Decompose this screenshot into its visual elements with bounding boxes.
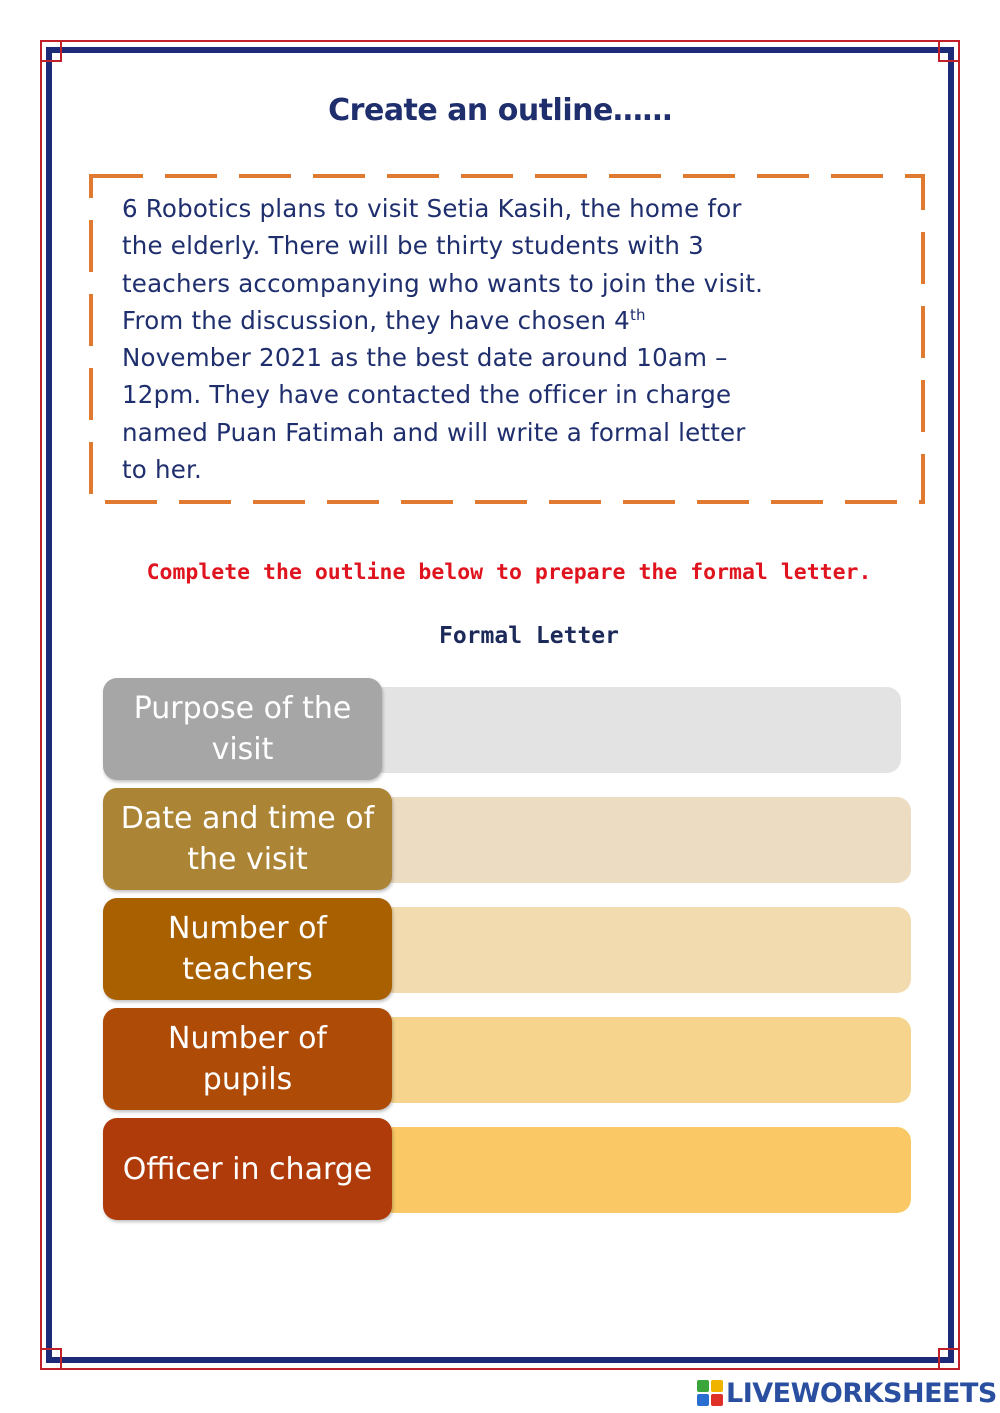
scenario-line: the elderly. There will be thirty students with 3 <box>122 231 704 261</box>
answer-field-officer[interactable] <box>380 1127 911 1213</box>
answer-field-pupils[interactable] <box>380 1017 911 1103</box>
label-line: teachers <box>182 952 313 987</box>
answer-field-teachers[interactable] <box>380 907 911 993</box>
ordinal-suffix: th <box>629 305 646 324</box>
frame-corner-ornament <box>40 40 62 62</box>
scenario-line: November 2021 as the best date around 10am – <box>122 343 728 373</box>
label-line: visit <box>211 732 274 767</box>
scenario-line: to her. <box>122 455 202 485</box>
scenario-line: 12pm. They have contacted the officer in charge <box>122 380 732 410</box>
watermark <box>697 1376 997 1410</box>
scenario-box <box>89 174 925 504</box>
outline-row-officer <box>0 1118 1000 1222</box>
scenario-line-text: From the discussion, they have chosen 4 <box>122 305 630 335</box>
watermark-text: LIVEWORKSHEETS <box>726 1377 997 1409</box>
frame-corner-ornament <box>40 1348 62 1370</box>
outline-label-purpose <box>103 678 382 780</box>
outline-label-pupils <box>103 1008 392 1110</box>
page-title: Create an outline…… <box>328 93 672 128</box>
label-line: pupils <box>202 1062 293 1097</box>
outline-row-date-time <box>0 788 1000 892</box>
scenario-line: named Puan Fatimah and will write a formal letter <box>122 417 746 447</box>
answer-field-purpose[interactable] <box>370 687 901 773</box>
label-line: the visit <box>187 842 308 877</box>
section-subtitle: Formal Letter <box>438 623 619 649</box>
label-line: Number of <box>168 1021 327 1056</box>
outline-label-teachers <box>103 898 392 1000</box>
frame-corner-ornament <box>938 1348 960 1370</box>
label-line: Date and time of <box>120 801 375 836</box>
scenario-line: 6 Robotics plans to visit Setia Kasih, the home for <box>122 194 742 223</box>
instruction-text: Complete the outline below to prepare the formal letter. <box>146 560 872 585</box>
scenario-line <box>122 302 912 339</box>
outline-row-pupils <box>0 1008 1000 1112</box>
liveworksheets-logo-icon <box>697 1380 723 1406</box>
scenario-line: teachers accompanying who wants to join the visit. <box>122 268 764 298</box>
outline-row-teachers <box>0 898 1000 1002</box>
outline-label-date-time <box>103 788 392 890</box>
scenario-text <box>122 190 912 488</box>
answer-field-date-time[interactable] <box>380 797 911 883</box>
outline-row-purpose <box>0 678 1000 782</box>
label-line: Number of <box>168 911 327 946</box>
outline-label-officer <box>103 1118 392 1220</box>
label-line: Officer in charge <box>122 1151 373 1187</box>
frame-corner-ornament <box>938 40 960 62</box>
label-line: Purpose of the <box>133 691 352 726</box>
